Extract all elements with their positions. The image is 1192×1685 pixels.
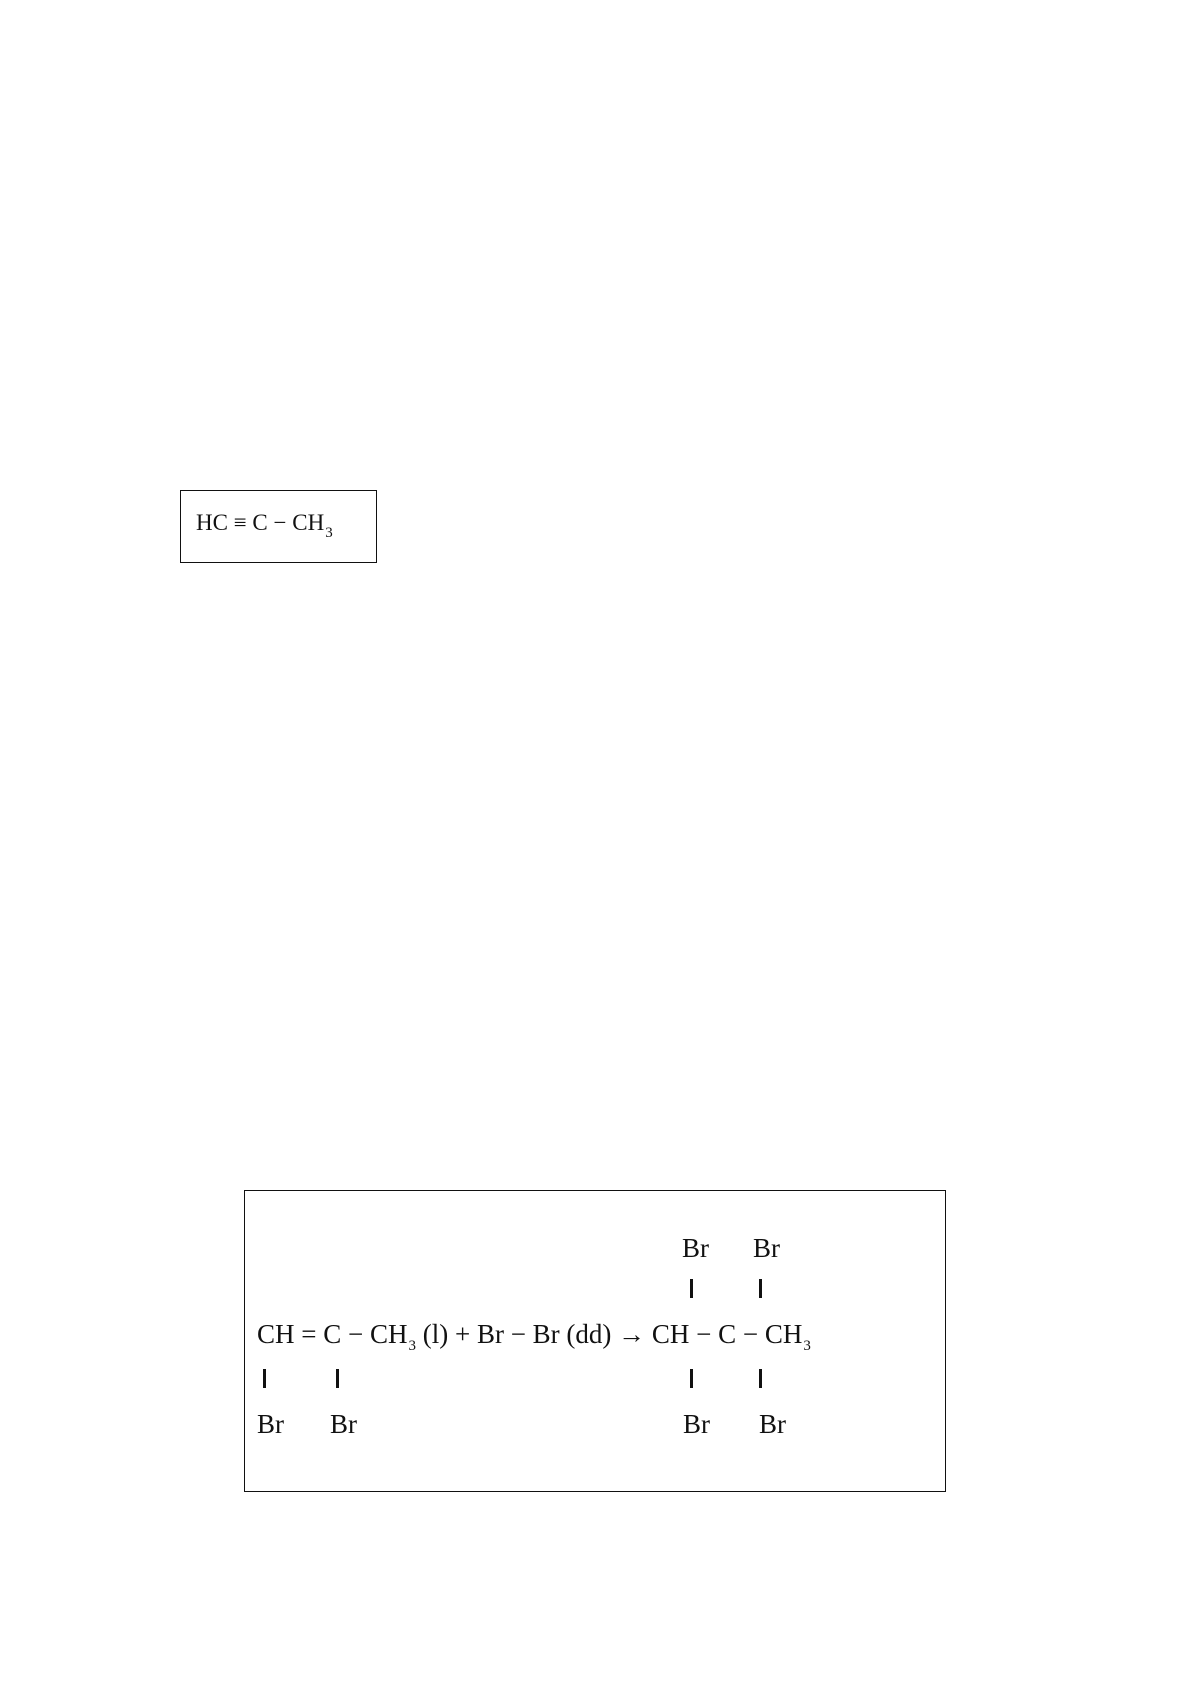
reactant-bottom-br-1: Br xyxy=(257,1409,284,1439)
product-top-bond-1 xyxy=(690,1279,693,1298)
reactant-formula: CH = C − CH xyxy=(257,1319,408,1349)
product-top-br-1: Br xyxy=(682,1233,709,1263)
equation-main-line xyxy=(257,1319,811,1354)
reactant-bottom-bond-1 xyxy=(263,1369,266,1388)
product-bottom-br-1: Br xyxy=(683,1409,710,1439)
propyne-formula xyxy=(196,510,333,541)
reactant-bottom-br-2: Br xyxy=(330,1409,357,1439)
bromination-equation-box xyxy=(244,1190,946,1492)
reactant-bottom-bond-2 xyxy=(336,1369,339,1388)
product-top-bond-2 xyxy=(759,1279,762,1298)
product-bottom-bond-2 xyxy=(759,1369,762,1388)
product-top-br-2: Br xyxy=(753,1233,780,1263)
reaction-rest: (l) + Br − Br (dd) → CH − C − CH xyxy=(415,1319,803,1349)
propyne-formula-subscript: 3 xyxy=(325,525,333,541)
product-bottom-br-2: Br xyxy=(759,1409,786,1439)
product-subscript: 3 xyxy=(803,1338,811,1354)
product-bottom-bond-1 xyxy=(690,1369,693,1388)
reactant-subscript: 3 xyxy=(408,1338,416,1354)
propyne-formula-main: HC ≡ C − CH xyxy=(196,510,325,535)
propyne-formula-box xyxy=(180,490,377,563)
